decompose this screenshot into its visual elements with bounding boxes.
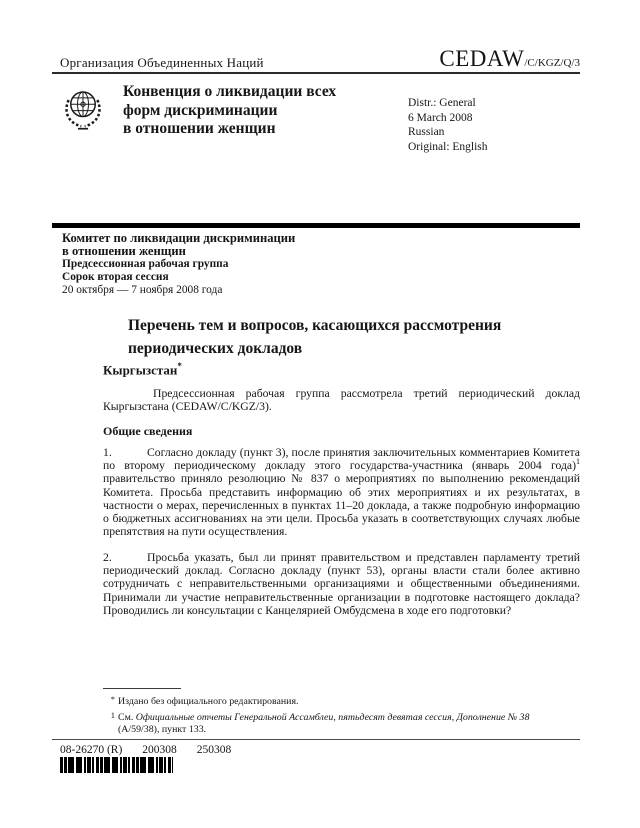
footnote-star-text: Издано без официального редактирования. <box>118 696 299 707</box>
footer-date-code-2: 250308 <box>196 744 232 756</box>
convention-title-line: форм дискриминации <box>123 101 278 119</box>
page-title <box>128 315 501 360</box>
org-name: Организация Объединенных Наций <box>60 55 264 70</box>
country-name: Кыргызстан <box>103 362 178 378</box>
committee-block <box>62 232 295 297</box>
paragraph-text: Согласно докладу (пункт 3), после принятия заключительных комментариев Комитета по второму периодическому докладу этого государства-участника (январь 2004 года) <box>103 446 580 473</box>
distr-line: Distr.: General <box>408 97 476 109</box>
footnote-ref-1: 1 <box>576 457 580 467</box>
country-heading <box>103 361 182 378</box>
distr-line: Russian <box>408 126 445 139</box>
page-title-line: периодических докладов <box>128 339 303 357</box>
footnote-1-mark: 1 <box>110 709 115 720</box>
footnote-1-citation: Официальные отчеты Генеральной Ассамблеи, пятьдесят девятая сессия, Дополнение № 38 <box>135 711 530 723</box>
footnote-separator <box>103 688 181 689</box>
paragraph-text: Просьба указать, был ли принят правительством и представлен парламенту третий периодический доклад. Согласно докладу (пункт 53), органы власти стали более активно сотрудничать с неправительственными организациями и общественными объединениями. Принимали ли участие неправительственные организации в подготовке настоящего доклада? Проводились ли консультации с Канцелярией Омбудсмена в ходе его подготовки? <box>103 551 580 617</box>
distribution-block <box>408 96 488 154</box>
paragraph-text: правительство приняло резолюцию № 837 о мероприятиях по выполнению рекомендаций Комитета. Просьба представить информацию об этих мероприятиях и их результатах, в частности о мерах, перечисленных в пунктах 11–20 доклада, а также подробную информацию о бюджетных ассигнованиях на эти цели. Просьба указать в соответствующих случаях любые препятствия на пути осуществления. <box>103 472 580 539</box>
barcode-image <box>60 757 173 773</box>
masthead-divider <box>52 72 580 74</box>
page-title-line: Перечень тем и вопросов, касающихся рассмотрения <box>128 317 502 334</box>
committee-name-line2: в отношении женщин <box>62 243 186 258</box>
footnote-1 <box>107 709 553 737</box>
convention-title <box>123 83 336 139</box>
footnote-star <box>107 693 553 709</box>
footer-job-line <box>60 744 231 756</box>
section-heading: Общие сведения <box>103 424 193 438</box>
footnotes-block <box>107 693 553 737</box>
distr-line: 6 March 2008 <box>408 111 473 124</box>
convention-title-line: в отношении женщин <box>123 120 276 138</box>
session-dates: 20 октября — 7 ноября 2008 года <box>62 283 223 296</box>
distr-line: Original: English <box>408 140 488 153</box>
footer-divider <box>52 739 580 740</box>
masthead-bottom-bar <box>52 223 580 228</box>
document-job-number: 08-26270 (R) <box>60 744 123 756</box>
country-footnote-ref: * <box>177 361 182 371</box>
footnote-1-prefix: См. <box>118 711 136 723</box>
intro-paragraph: Предсессионная рабочая группа рассмотрела третий периодический доклад Кыргызстана (CEDAW/C/KGZ/3). <box>103 387 580 414</box>
working-group: Предсессионная рабочая группа <box>62 257 229 270</box>
document-symbol <box>439 46 580 72</box>
un-emblem-icon <box>56 83 110 139</box>
footnote-1-suffix: (A/59/38), пункт 133. <box>118 724 207 736</box>
committee-name-line1: Комитет по ликвидации дискриминации <box>62 231 296 245</box>
document-symbol-suffix: /C/KGZ/Q/3 <box>524 57 580 69</box>
session-number: Сорок вторая сессия <box>62 270 169 283</box>
paragraph-2 <box>103 551 580 617</box>
document-symbol-main: CEDAW <box>439 46 525 71</box>
convention-title-line: Конвенция о ликвидации всех <box>123 83 337 100</box>
paragraph-number: 2. <box>103 551 112 564</box>
footer-date-code-1: 200308 <box>142 744 177 756</box>
paragraph-1 <box>103 446 580 538</box>
paragraph-number: 1. <box>103 446 112 459</box>
footnote-star-mark: * <box>110 694 115 704</box>
